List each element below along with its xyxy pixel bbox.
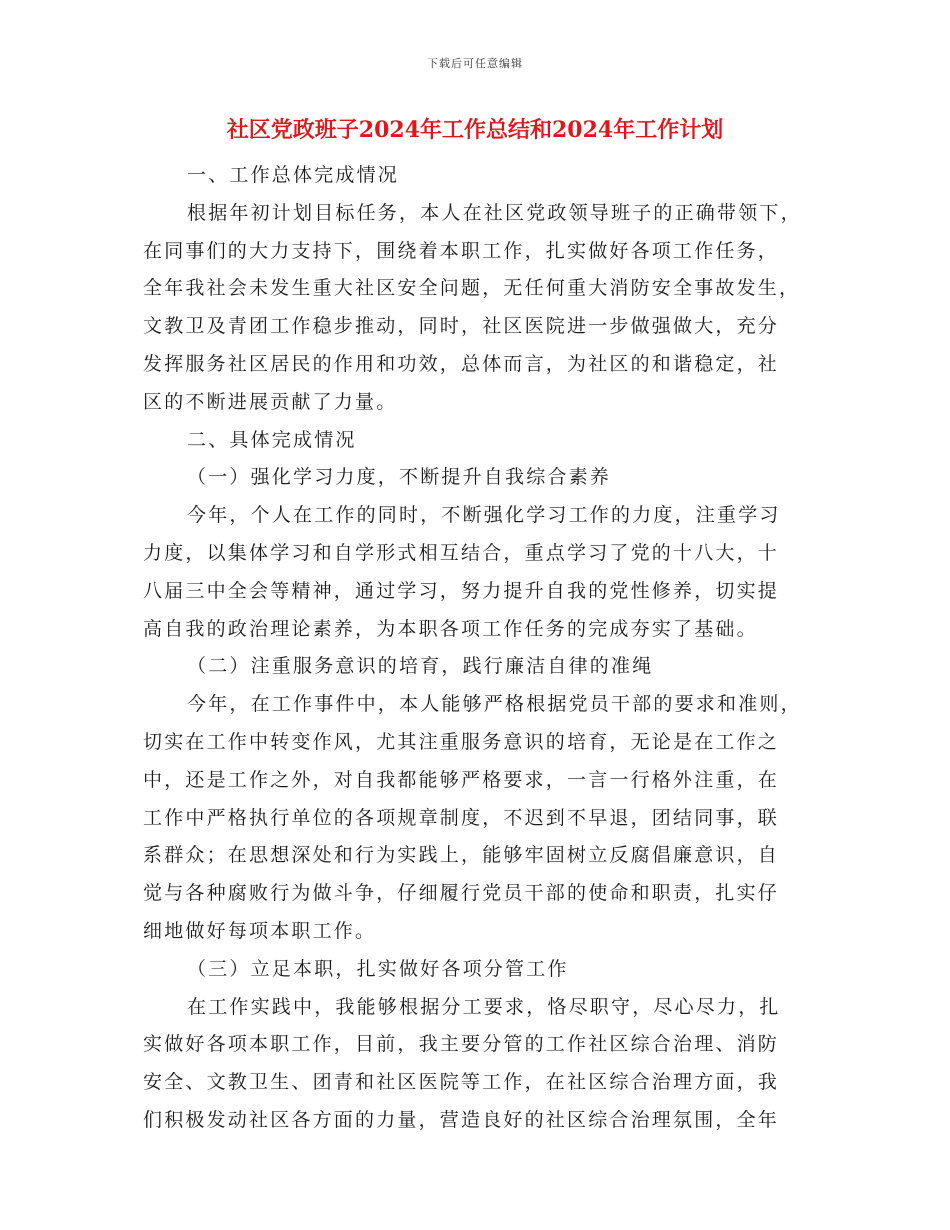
paragraph-line: 全年我社会未发生重大社区安全问题，无任何重大消防安全事故发生， [143,277,801,300]
paragraph-line: 安全、文教卫生、团青和社区医院等工作，在社区综合治理方面，我 [143,1071,780,1094]
paragraph-line: 们积极发动社区各方面的力量，营造良好的社区综合治理氛围，全年 [143,1108,780,1131]
section-heading: 一、工作总体完成情况 [187,164,400,186]
subsection-heading: （二）注重服务意识的培育，践行廉洁自律的准绳 [187,655,654,678]
paragraph-line: 文教卫及青团工作稳步推动，同时，社区医院进一步做强做大，充分 [143,315,780,338]
paragraph-line: 工作中严格执行单位的各项规章制度，不迟到不早退，团结同事，联 [143,806,780,829]
paragraph-line: 实做好各项本职工作，目前，我主要分管的工作社区综合治理、消防 [143,1033,780,1056]
paragraph-line: 在工作实践中，我能够根据分工要求，恪尽职守，尽心尽力，扎 [187,995,781,1018]
paragraph-line: 觉与各种腐败行为做斗争，仔细履行党员干部的使命和职责，扎实仔 [143,882,780,905]
paragraph-line: 八届三中全会等精神，通过学习，努力提升自我的党性修养，切实提 [143,579,780,602]
paragraph-line: 在同事们的大力支持下，围绕着本职工作，扎实做好各项工作任务， [143,239,780,262]
paragraph-line: 细地做好每项本职工作。 [143,919,377,942]
paragraph-line: 中，还是工作之外，对自我都能够严格要求，一言一行格外注重，在 [143,768,780,791]
document-title: 社区党政班子2024年工作总结和2024年工作计划 [226,117,724,143]
paragraph-line: 发挥服务社区居民的作用和功效，总体而言，为社区的和谐稳定，社 [143,352,780,375]
paragraph-line: 根据年初计划目标任务，本人在社区党政领导班子的正确带领下， [187,201,802,224]
paragraph-line: 力度，以集体学习和自学形式相互结合，重点学习了党的十八大，十 [143,541,780,564]
document-body [143,157,810,1140]
paragraph-line: 系群众；在思想深处和行为实践上，能够牢固树立反腐倡廉意识，自 [143,844,780,867]
header-note: 下载后可任意编辑 [427,57,523,70]
subsection-heading: （一）强化学习力度，不断提升自我综合素养 [187,466,612,489]
section-heading: 二、具体完成情况 [187,428,357,451]
paragraph-line: 今年，在工作事件中，本人能够严格根据党员干部的要求和准则， [187,693,802,716]
paragraph-line: 高自我的政治理论素养，为本职各项工作任务的完成夯实了基础。 [143,617,758,640]
paragraph-line: 今年，个人在工作的同时，不断强化学习工作的力度，注重学习 [187,504,781,527]
paragraph-line: 区的不断进展贡献了力量。 [143,390,398,413]
paragraph-line: 切实在工作中转变作风，尤其注重服务意识的培育，无论是在工作之 [143,730,780,753]
subsection-heading: （三）立足本职，扎实做好各项分管工作 [187,957,569,980]
